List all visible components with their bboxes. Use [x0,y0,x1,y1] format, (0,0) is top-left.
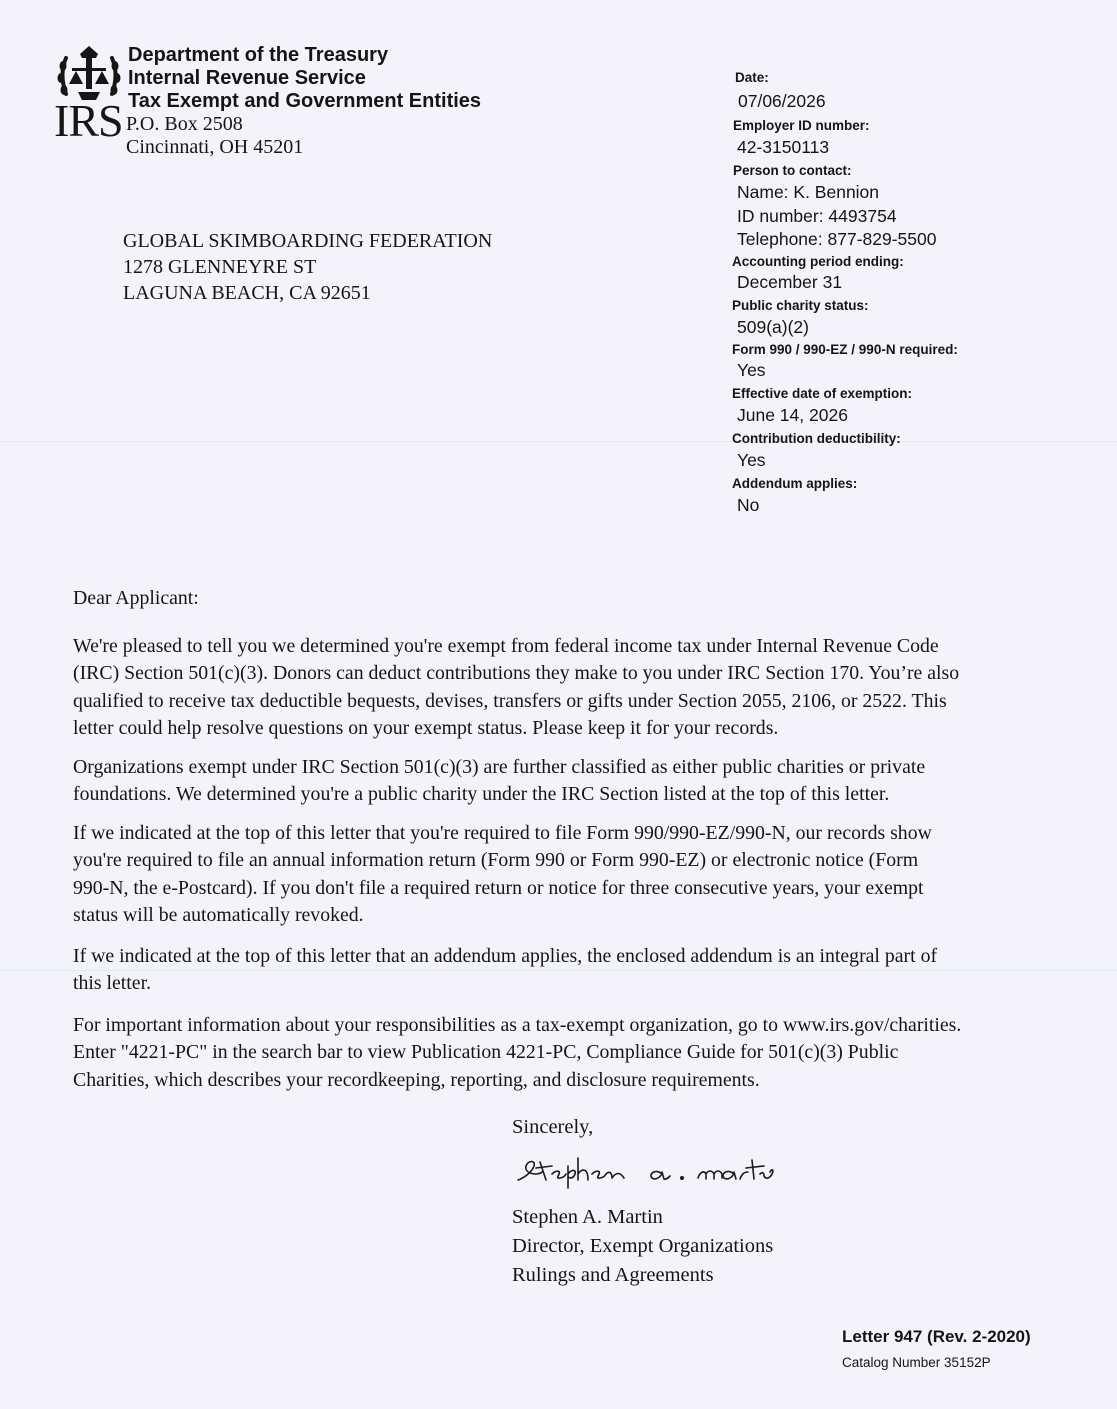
recipient-name: GLOBAL SKIMBOARDING FEDERATION [123,230,493,252]
agency-po-box: P.O. Box 2508 [126,113,243,135]
date-value: 07/06/2026 [738,91,826,111]
paragraph-line: this letter. [73,972,152,995]
paragraph-addendum [73,943,1048,998]
salutation: Dear Applicant: [73,587,199,609]
status-value: 509(a)(2) [737,317,809,337]
paragraph-filing [73,820,1048,929]
ein-value: 42-3150113 [737,137,830,157]
paragraph-line: status will be automatically revoked. [73,903,364,926]
division-name: Tax Exempt and Government Entities [128,90,482,112]
paragraph-line: letter could help resolve questions on your exempt status. Please keep it for your records. [73,716,779,739]
period-label: Accounting period ending: [732,254,904,269]
catalog-number: Catalog Number 35152P [842,1355,991,1370]
paragraph-line: foundations. We determined you're a public charity under the IRC Section listed at the top of this letter. [73,783,890,806]
status-label: Public charity status: [732,298,869,313]
paragraph-line: 990-N, the e-Postcard). If you don't file a required return or notice for three consecutive years, your exempt [73,876,924,899]
contact-id: ID number: 4493754 [737,206,897,226]
dept-name: Department of the Treasury [128,44,389,66]
deductibility-label: Contribution deductibility: [732,431,901,446]
effective-date-label: Effective date of exemption: [732,386,913,401]
signer-title: Director, Exempt Organizations [512,1235,774,1257]
form-required-value: Yes [737,360,766,380]
paragraph-line: qualified to receive tax deductible bequests, devises, transfers or gifts under Section 2055, 2106, or 2522. This [73,689,947,712]
paragraph-line: you're required to file an annual information return (Form 990 or Form 990-EZ) or electronic notice (Form [73,849,919,872]
agency-city: Cincinnati, OH 45201 [126,136,304,158]
paragraph-line: Enter "4221-PC" in the search bar to view Publication 4221-PC, Compliance Guide for 501(c)(3) Public [73,1041,899,1064]
addendum-label: Addendum applies: [732,476,858,491]
paragraph-resources [73,1012,1048,1094]
date-label: Date: [735,70,769,85]
handwritten-signature [512,1148,777,1193]
recipient-city: LAGUNA BEACH, CA 92651 [123,282,371,304]
paragraph-line: We're pleased to tell you we determined you're exempt from federal income tax under Internal Revenue Code [73,635,939,657]
paragraph-line: For important information about your responsibilities as a tax-exempt organization, go to www.irs.gov/charities. [73,1014,962,1036]
paragraph-line: Charities, which describes your recordkeeping, reporting, and disclosure requirements. [73,1068,760,1091]
closing-sincerely: Sincerely, [512,1116,594,1138]
paragraph-line: (IRC) Section 501(c)(3). Donors can deduct contributions they make to you under IRC Section 170. You’re also [73,662,960,685]
signer-name: Stephen A. Martin [512,1206,663,1228]
contact-phone: Telephone: 877-829-5500 [737,229,937,249]
addendum-value: No [737,495,760,515]
ein-label: Employer ID number: [733,118,870,133]
paragraph-exemption [73,633,1048,742]
irs-eagle-logo [56,44,124,148]
contact-label: Person to contact: [733,163,852,178]
form-required-label: Form 990 / 990-EZ / 990-N required: [732,342,958,357]
contact-name: Name: K. Bennion [737,182,880,202]
paragraph-classification [73,754,1048,809]
agency-name: Internal Revenue Service [128,67,366,89]
paragraph-line: If we indicated at the top of this letter that an addendum applies, the enclosed addendum is an integral part of [73,945,938,967]
letter-number: Letter 947 (Rev. 2-2020) [842,1327,1031,1346]
period-value: December 31 [737,272,843,292]
deductibility-value: Yes [737,450,766,470]
paragraph-line: Organizations exempt under IRC Section 501(c)(3) are further classified as either public charities or private [73,756,926,778]
effective-date-value: June 14, 2026 [737,405,848,425]
paragraph-line: If we indicated at the top of this letter that you're required to file Form 990/990-EZ/990-N, our records show [73,822,932,844]
signer-department: Rulings and Agreements [512,1264,714,1286]
paper-fold-line [0,441,1117,442]
logo-wordmark: IRS [54,95,123,146]
recipient-street: 1278 GLENNEYRE ST [123,256,317,278]
